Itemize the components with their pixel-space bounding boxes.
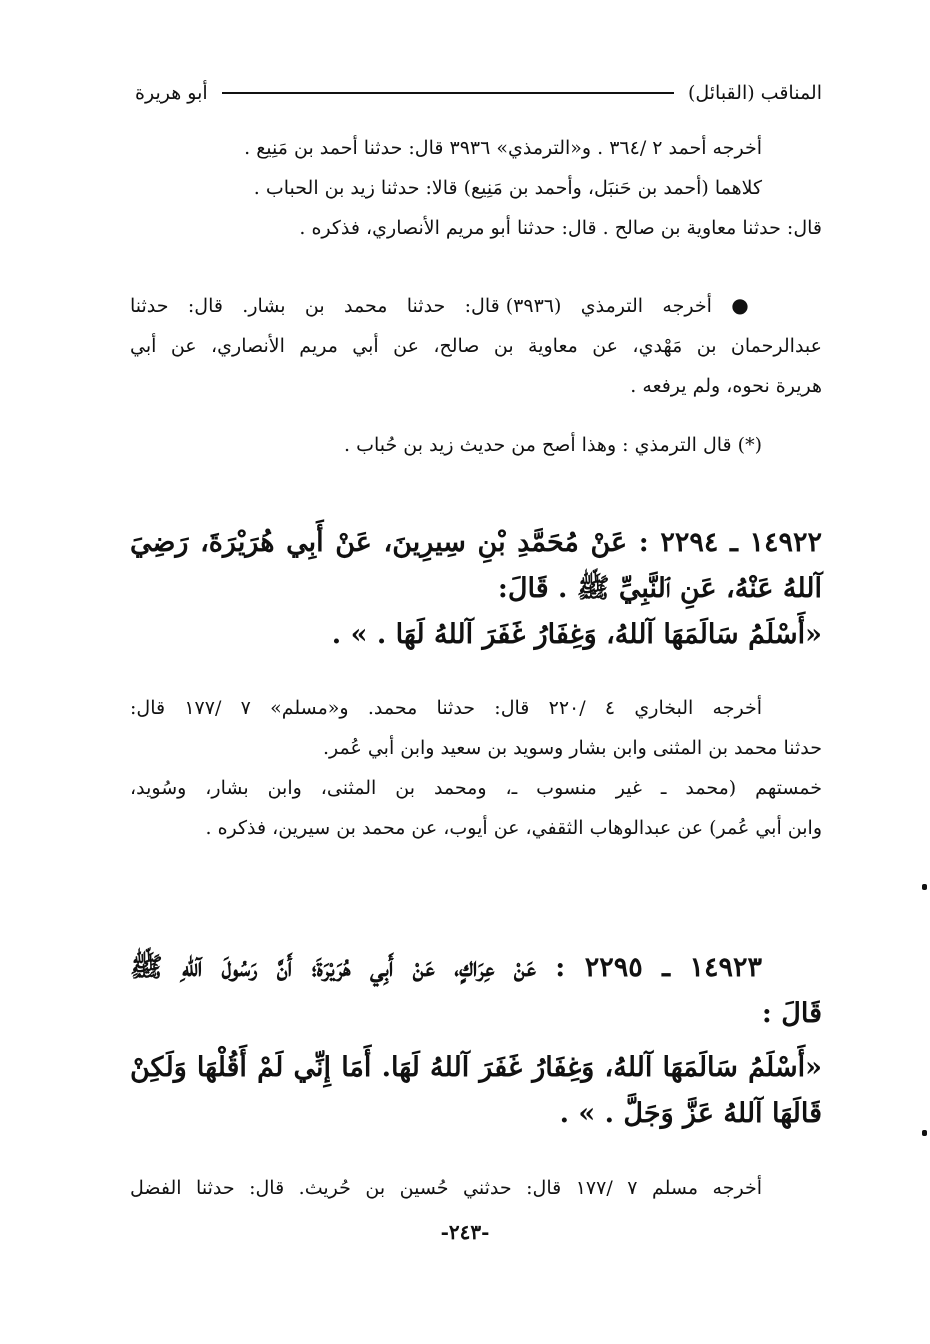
text-line: أخرجه أحمد ٢ /٣٦٤ . و«الترمذي» ٣٩٣٦ قال: حدثنا أحمد بن مَنِيع . xyxy=(244,137,762,159)
bullet-icon: ● xyxy=(731,293,762,317)
text-line: قال: حدثنا معاوية بن صالح . قال: حدثنا أبو مريم الأنصاري، فذكره . xyxy=(299,217,822,239)
header-rule xyxy=(222,92,674,94)
text-line: ● أخرجه الترمذي (٣٩٣٦) قال: حدثنا محمد بن بشار. قال: حدثنا xyxy=(130,293,762,317)
scan-speck xyxy=(922,884,927,890)
hadith-14922 xyxy=(130,520,822,658)
hadith-14923 xyxy=(130,945,822,1137)
text-line: كلاهما (أحمد بن حَنبَل، وأحمد بن مَنِيع) قالا: حدثنا زيد بن الحباب . xyxy=(253,177,762,199)
hadith-line: «أَسْلَمُ سَالَمَهَا آللهُ، وَغِفَارُ غَفَرَ آللهُ لَهَا . » . xyxy=(331,619,822,650)
hadith-line: «أَسْلَمُ سَالَمَهَا آللهُ، وَغِفَارُ غَفَرَ آللهُ لَهَا. أَمَا إِنِّي لَمْ أَقُلْهَا وَلَكِنْ xyxy=(130,1052,822,1083)
page-number: -٢٤٣- xyxy=(440,1220,490,1244)
running-header xyxy=(135,80,822,106)
takhrij-block-2 xyxy=(130,285,822,406)
text-line: عبدالرحمان بن مَهْدي، عن معاوية بن صالح، عن أبي مريم الأنصاري، عن أبي xyxy=(130,335,822,357)
text-line: خمستهم (محمد ـ غير منسوب ـ، ومحمد بن المثنى، وابن بشار، وسُويد، xyxy=(130,777,822,799)
text-line: حدثنا محمد بن المثنى وابن بشار وسويد بن سعيد وابن أبي عُمر. xyxy=(322,737,822,759)
takhrij-block-1 xyxy=(130,128,822,248)
text-line: أخرجه مسلم ٧ /١٧٧ قال: حدثني حُسين بن حُريث. قال: حدثنا الفضل xyxy=(130,1177,762,1199)
tirmidhi-note xyxy=(130,425,822,465)
hadith-line: آللهُ عَنْهُ، عَنِ ٱلنَّبِيِّ ﷺ . قَالَ: xyxy=(497,573,822,604)
text-line: (*) قال الترمذي : وهذا أصح من حديث زيد بن حُباب . xyxy=(344,434,762,456)
hadith-line: ١٤٩٢٣ ـ ٢٢٩٥ : عَنْ عِرَاكٍ، عَنْ أَبِي هُرَيْرَةَ؛ أَنَّ رَسُولَ آللهِ ﷺ xyxy=(130,952,762,983)
takhrij-block-3 xyxy=(130,688,822,848)
hadith-line: قَالَهَا آللهُ عَزَّ وَجَلَّ . » . xyxy=(559,1098,822,1129)
text-line: هريرة نحوه، ولم يرفعه . xyxy=(630,375,822,397)
text-line: أخرجه البخاري ٤ /٢٢٠ قال: حدثنا محمد. و«مسلم» ٧ /١٧٧ قال: xyxy=(130,697,762,719)
header-person-name: أبو هريرة xyxy=(135,82,208,104)
hadith-line: قَالَ : xyxy=(761,998,822,1029)
header-section-title: المناقب (القبائل) xyxy=(687,82,822,104)
hadith-line: ١٤٩٢٢ ـ ٢٢٩٤ : عَنْ مُحَمَّدِ بْنِ سِيرِينَ، عَنْ أَبِي هُرَيْرَةَ، رَضِيَ xyxy=(130,527,822,558)
scan-speck xyxy=(922,1130,927,1136)
text-line: وابن أبي عُمر) عن عبدالوهاب الثقفي، عن أيوب، عن محمد بن سيرين، فذكره . xyxy=(205,817,822,839)
takhrij-block-4 xyxy=(130,1168,822,1208)
